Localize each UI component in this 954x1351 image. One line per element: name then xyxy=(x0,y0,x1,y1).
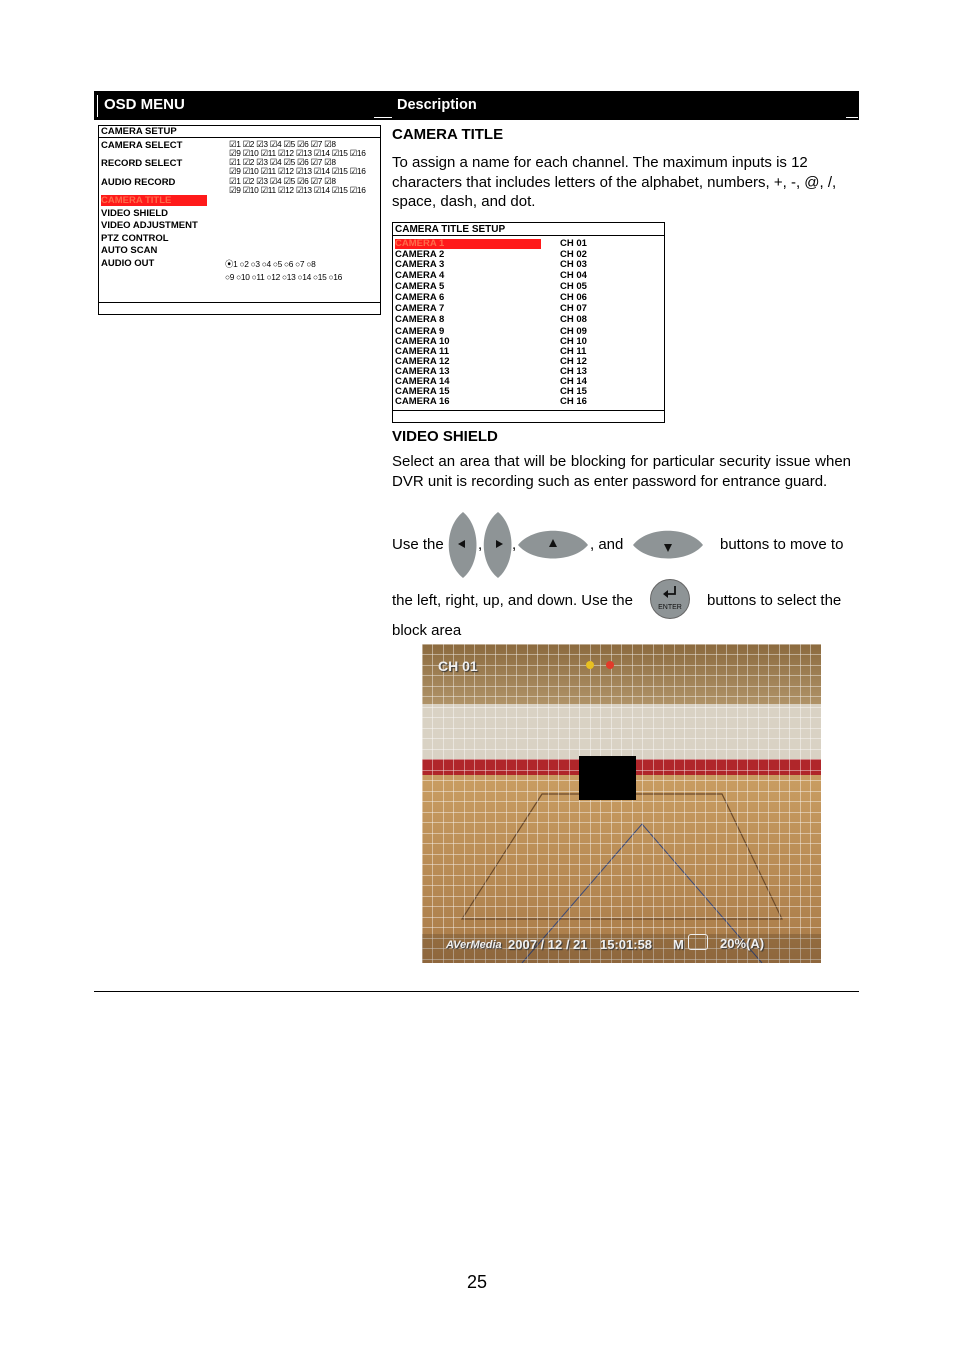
menu-item-camera-select: CAMERA SELECT xyxy=(101,140,183,151)
date-overlay: 2007 / 12 / 21 xyxy=(508,937,588,952)
audio-out-radios: ○9 ○10 ○11 ○12 ○13 ○14 ○15 ○16 xyxy=(225,272,343,282)
camera-row-channel: CH 14 xyxy=(560,376,587,387)
osd-menu-title: CAMERA SETUP xyxy=(101,126,177,137)
camera-row-channel: CH 10 xyxy=(560,336,587,347)
osd-menu-panel xyxy=(98,125,381,315)
gym-scene xyxy=(422,644,821,963)
camera-row-name: CAMERA 13 xyxy=(395,366,450,377)
menu-item-ptz-control: PTZ CONTROL xyxy=(101,233,169,244)
camera-title-setup-panel xyxy=(392,222,665,423)
camera-select-checkboxes: ☑9 ☑10 ☑11 ☑12 ☑13 ☑14 ☑15 ☑16 xyxy=(229,148,366,158)
menu-item-video-shield: VIDEO SHIELD xyxy=(101,208,169,219)
enter-icon xyxy=(650,579,690,619)
time-overlay: 15:01:58 xyxy=(600,937,653,952)
left-arrow-icon xyxy=(447,511,479,579)
camera-row-channel: CH 09 xyxy=(560,326,587,337)
camera-select-checkboxes: ☑1 ☑2 ☑3 ☑4 ☑5 ☑6 ☑7 ☑8 xyxy=(229,139,336,149)
camera-row-name: CAMERA 15 xyxy=(395,386,450,397)
camera-row-name: CAMERA 6 xyxy=(395,292,445,303)
camera-row-channel: CH 04 xyxy=(560,270,587,281)
video-shield-description: Select an area that will be blocking for particular security issue when DVR unit is recording such as enter password for entrance guard. xyxy=(392,453,851,490)
camera-row-channel: CH 05 xyxy=(560,281,587,292)
camera-row-name: CAMERA 12 xyxy=(395,356,450,367)
camera-row-channel: CH 13 xyxy=(560,366,587,377)
camera-row-channel: CH 11 xyxy=(560,346,587,357)
camera-row-channel: CH 01 xyxy=(560,238,587,249)
up-arrow-icon xyxy=(517,529,589,561)
menu-item-camera-title: CAMERA TITLE xyxy=(101,195,207,206)
camera-title-setup-title: CAMERA TITLE SETUP xyxy=(395,224,506,235)
camera-row-channel: CH 08 xyxy=(560,314,587,325)
camera-row-name: CAMERA 4 xyxy=(395,270,445,281)
disk-overlay: 20%(A) xyxy=(720,936,765,951)
menu-item-audio-out: AUDIO OUT xyxy=(101,258,155,269)
osd-menu-header: OSD MENU xyxy=(104,96,185,113)
camera-row-name: CAMERA 2 xyxy=(395,249,445,260)
camera-row-name: CAMERA 9 xyxy=(395,326,445,337)
mode-overlay: M xyxy=(673,937,684,952)
camera-view-image xyxy=(422,644,821,963)
disk-icon xyxy=(688,934,708,950)
brand-overlay: AVerMedia xyxy=(446,939,502,951)
camera-row-name: CAMERA 10 xyxy=(395,336,450,347)
divider xyxy=(94,991,859,992)
camera-row-channel: CH 07 xyxy=(560,303,587,314)
camera-row-channel: CH 15 xyxy=(560,386,587,397)
page-number: 25 xyxy=(466,1272,488,1292)
record-select-checkboxes: ☑1 ☑2 ☑3 ☑4 ☑5 ☑6 ☑7 ☑8 xyxy=(229,157,336,167)
camera-row-name: CAMERA 16 xyxy=(395,396,450,407)
audio-record-checkboxes: ☑1 ☑2 ☑3 ☑4 ☑5 ☑6 ☑7 ☑8 xyxy=(229,176,336,186)
down-arrow-icon xyxy=(632,529,704,561)
instruction-text: Use the xyxy=(392,536,444,553)
audio-out-radios: ⦿1 ○2 ○3 ○4 ○5 ○6 ○7 ○8 xyxy=(225,259,316,269)
camera-row-channel: CH 02 xyxy=(560,249,587,260)
menu-item-audio-record: AUDIO RECORD xyxy=(101,177,176,188)
camera-row-name: CAMERA 14 xyxy=(395,376,450,387)
menu-item-auto-scan: AUTO SCAN xyxy=(101,245,158,256)
camera-row-name: CAMERA 3 xyxy=(395,259,445,270)
camera-title-description: To assign a name for each channel. The maximum inputs is 12 characters that includes letters of the alphabet, numbers, +, -, @, /, space, dash, and dot. xyxy=(392,154,837,210)
camera-row-name: CAMERA 1 xyxy=(395,239,541,249)
description-header: Description xyxy=(397,97,477,113)
camera-row-name: CAMERA 11 xyxy=(395,346,450,357)
enter-label: ENTER xyxy=(658,604,682,611)
camera-row-channel: CH 16 xyxy=(560,396,587,407)
right-arrow-icon xyxy=(482,511,514,579)
record-select-checkboxes: ☑9 ☑10 ☑11 ☑12 ☑13 ☑14 ☑15 ☑16 xyxy=(229,166,366,176)
table-header xyxy=(94,91,859,120)
camera-row-name: CAMERA 5 xyxy=(395,281,445,292)
video-shield-heading: VIDEO SHIELD xyxy=(392,428,498,445)
camera-row-channel: CH 12 xyxy=(560,356,587,367)
menu-item-video-adjustment: VIDEO ADJUSTMENT xyxy=(101,220,198,231)
camera-row-channel: CH 06 xyxy=(560,292,587,303)
camera-row-name: CAMERA 7 xyxy=(395,303,445,314)
channel-overlay: CH 01 xyxy=(438,658,478,674)
camera-row-name: CAMERA 8 xyxy=(395,314,445,325)
camera-row-channel: CH 03 xyxy=(560,259,587,270)
audio-record-checkboxes: ☑9 ☑10 ☑11 ☑12 ☑13 ☑14 ☑15 ☑16 xyxy=(229,185,366,195)
camera-title-heading: CAMERA TITLE xyxy=(392,126,504,143)
menu-item-record-select: RECORD SELECT xyxy=(101,158,183,169)
